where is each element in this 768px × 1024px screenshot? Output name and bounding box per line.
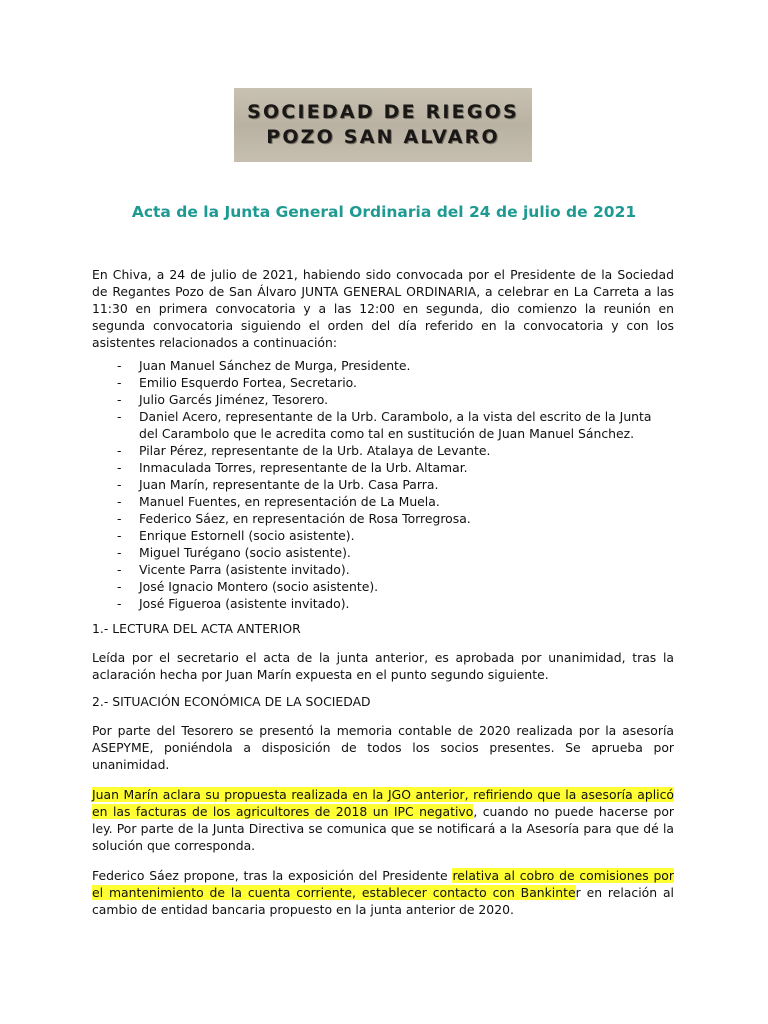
highlighted-text: relativa al cobro de comisiones por el mantenimiento de la cuenta corriente, establecer contacto con Bankinte [92, 868, 674, 900]
document-body [92, 266, 674, 918]
attendee-item: - Juan Manuel Sánchez de Murga, Presidente. [92, 357, 674, 374]
section-2-heading: 2.- SITUACIÓN ECONÓMICA DE LA SOCIEDAD [92, 694, 371, 709]
attendee-item: - Manuel Fuentes, en representación de La Muela. [92, 493, 674, 510]
attendee-item: - José Figueroa (asistente invitado). [92, 595, 674, 612]
section-1-heading: 1.- LECTURA DEL ACTA ANTERIOR [92, 621, 301, 636]
paragraph-text: Federico Sáez propone, tras la exposición del Presidente [92, 868, 453, 883]
section-1-text: Leída por el secretario el acta de la junta anterior, es aprobada por unanimidad, tras la aclaración hecha por Juan Marín expuesta en el punto segundo siguiente. [92, 650, 674, 682]
logo [234, 88, 532, 162]
attendee-item: - Miguel Turégano (socio asistente). [92, 544, 674, 561]
attendee-item: - Julio Garcés Jiménez, Tesorero. [92, 391, 674, 408]
attendee-item: - Emilio Esquerdo Fortea, Secretario. [92, 374, 674, 391]
attendee-item: - Daniel Acero, representante de la Urb. Carambolo, a la vista del escrito de la Junta del Carambolo que le acredita como tal en sustitución de Juan Manuel Sánchez. [92, 408, 674, 442]
attendee-item: - Enrique Estornell (socio asistente). [92, 527, 674, 544]
intro-paragraph: En Chiva, a 24 de julio de 2021, habiendo sido convocada por el Presidente de la Sociedad de Regantes Pozo de San Álvaro JUNTA GENERAL ORDINARIA, a celebrar en La Carreta a las 11:30 en primera convocatoria y a las 12:00 en segunda, dio comienzo la reunión en segunda convocatoria siguiendo el orden del día referido en la convocatoria y con los asistentes relacionados a continuación: [92, 267, 674, 350]
attendee-item: - Inmaculada Torres, representante de la Urb. Altamar. [92, 459, 674, 476]
logo-line-2: POZO SAN ALVARO [266, 126, 500, 148]
attendee-item: - Juan Marín, representante de la Urb. Casa Parra. [92, 476, 674, 493]
paragraph-text: , cuando no puede hacerse por ley. Por parte de la Junta Directiva se comunica que se notificará a la Asesoría para que dé la solución que corresponda. [92, 804, 674, 853]
attendee-item: - Vicente Parra (asistente invitado). [92, 561, 674, 578]
section-2-paragraph-2 [92, 786, 674, 854]
section-2-paragraph-1: Por parte del Tesorero se presentó la memoria contable de 2020 realizada por la asesoría ASEPYME, poniéndola a disposición de todos los socios presentes. Se aprueba por unanimidad. [92, 723, 674, 772]
section-2-paragraph-3 [92, 867, 674, 918]
attendee-list [92, 357, 674, 612]
paragraph-text: r en relación al cambio de entidad bancaria propuesto en la junta anterior de 2020. [92, 885, 675, 917]
attendee-item: - Federico Sáez, en representación de Rosa Torregrosa. [92, 510, 674, 527]
highlighted-text: Juan Marín aclara su propuesta realizada en la JGO anterior, refiriendo que la asesoría aplicó en las facturas de los agricultores de 2018 un IPC negativo [92, 787, 674, 819]
attendee-item: - Pilar Pérez, representante de la Urb. Atalaya de Levante. [92, 442, 674, 459]
attendee-item: - José Ignacio Montero (socio asistente). [92, 578, 674, 595]
document-title: Acta de la Junta General Ordinaria del 24 de julio de 2021 [131, 203, 637, 221]
logo-line-1: SOCIEDAD DE RIEGOS [247, 101, 519, 123]
